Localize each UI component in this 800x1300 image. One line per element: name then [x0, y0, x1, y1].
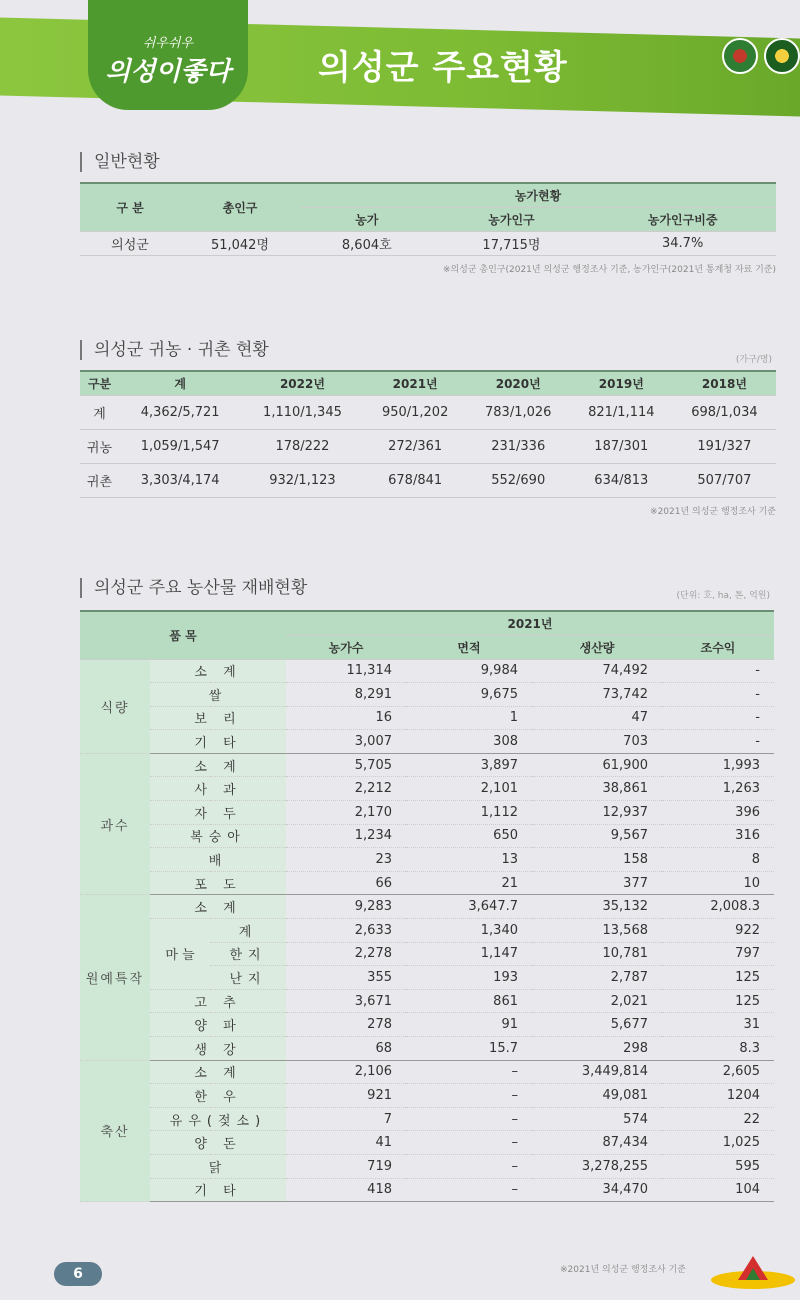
- table-cell: 278: [286, 1013, 406, 1037]
- col-header-group: 농가현황: [300, 183, 776, 207]
- table-cell: 31: [662, 1013, 774, 1037]
- table-cell: 3,007: [286, 730, 406, 754]
- table-cell: 187/301: [570, 429, 673, 463]
- table-row: [80, 1060, 774, 1084]
- table-cell: 귀농: [80, 429, 119, 463]
- item-cell: 난지: [210, 966, 286, 990]
- table-row: [80, 395, 776, 429]
- table-cell: 595: [662, 1154, 774, 1178]
- table-cell: 2,101: [406, 777, 532, 801]
- table-cell: 921: [286, 1084, 406, 1108]
- table-cell: 125: [662, 989, 774, 1013]
- table-cell: 2,787: [532, 966, 662, 990]
- table-row: [80, 1131, 774, 1155]
- col-header: 농가인구비중: [589, 207, 776, 231]
- table-cell: 11,314: [286, 659, 406, 683]
- table-row: [80, 231, 776, 255]
- table-cell: -: [662, 706, 774, 730]
- table-cell: –: [406, 1107, 532, 1131]
- col-header: 2018년: [673, 371, 776, 395]
- col-header: 농가수: [286, 635, 406, 659]
- table-row: [80, 824, 774, 848]
- table-cell: 61,900: [532, 753, 662, 777]
- table-cell: 68: [286, 1037, 406, 1061]
- item-cell: 고 추: [150, 989, 286, 1013]
- table-cell: 9,567: [532, 824, 662, 848]
- note: ※2021년 의성군 행정조사 기준: [560, 1265, 686, 1275]
- table-cell: 5,677: [532, 1013, 662, 1037]
- page-title: 의성군 주요현황: [318, 48, 568, 88]
- emblem-icon: [722, 38, 758, 74]
- item-cell: 사 과: [150, 777, 286, 801]
- unit-label: (단위: 호, ha, 톤, 억원): [676, 591, 770, 601]
- table-cell: 13: [406, 848, 532, 872]
- table-cell: 783/1,026: [467, 395, 570, 429]
- table-cell: 821/1,114: [570, 395, 673, 429]
- col-header: 2020년: [467, 371, 570, 395]
- table-cell: 678/841: [364, 463, 467, 497]
- table-cell: 2,170: [286, 801, 406, 825]
- table-row: [80, 1178, 774, 1202]
- item-cell: 기 타: [150, 730, 286, 754]
- table-cell: 23: [286, 848, 406, 872]
- table-cell: 10,781: [532, 942, 662, 966]
- table-cell: 21: [406, 871, 532, 895]
- item-cell: 포 도: [150, 871, 286, 895]
- table-cell: 2,008.3: [662, 895, 774, 919]
- emblem-icon: [764, 38, 800, 74]
- table-cell: 719: [286, 1154, 406, 1178]
- item-cell: 양 파: [150, 1013, 286, 1037]
- table-cell: 47: [532, 706, 662, 730]
- table-cell: 1,025: [662, 1131, 774, 1155]
- col-header: 총인구: [180, 183, 300, 231]
- table-cell: 298: [532, 1037, 662, 1061]
- table-cell: 1,110/1,345: [241, 395, 363, 429]
- col-header: 농가인구: [434, 207, 590, 231]
- item-cell: 쌀: [150, 683, 286, 707]
- section-title: 의성군 귀농 · 귀촌 현황: [80, 340, 776, 360]
- table-cell: 2,106: [286, 1060, 406, 1084]
- col-header: 품 목: [80, 611, 286, 659]
- logo-small-text: 쉬우쉬우: [142, 36, 194, 51]
- table-cell: –: [406, 1178, 532, 1202]
- table-cell: 13,568: [532, 919, 662, 943]
- table-cell: 9,675: [406, 683, 532, 707]
- category-cell: 과수: [80, 753, 150, 895]
- table-cell: –: [406, 1131, 532, 1155]
- table-row: [80, 801, 774, 825]
- table-cell: 3,671: [286, 989, 406, 1013]
- table-cell: 158: [532, 848, 662, 872]
- item-cell: 닭: [150, 1154, 286, 1178]
- table-cell: 22: [662, 1107, 774, 1131]
- table-cell: 4,362/5,721: [119, 395, 241, 429]
- table-cell: 650: [406, 824, 532, 848]
- table-cell: 1,263: [662, 777, 774, 801]
- col-header: 2022년: [241, 371, 363, 395]
- table-cell: 3,897: [406, 753, 532, 777]
- table-cell: 8,604호: [300, 231, 434, 255]
- general-table: [80, 182, 776, 256]
- table-cell: 귀촌: [80, 463, 119, 497]
- header-row: [80, 371, 776, 395]
- item-cell: 소 계: [150, 753, 286, 777]
- table-cell: 17,715명: [434, 231, 590, 255]
- table-cell: 574: [532, 1107, 662, 1131]
- item-cell: 소 계: [150, 659, 286, 683]
- table-cell: 8: [662, 848, 774, 872]
- logo-text: 의성이좋다: [105, 57, 231, 87]
- table-cell: -: [662, 659, 774, 683]
- table-cell: 2,605: [662, 1060, 774, 1084]
- item-cell: 복숭아: [150, 824, 286, 848]
- table-row: [80, 895, 774, 919]
- table-cell: 377: [532, 871, 662, 895]
- table-cell: 계: [80, 395, 119, 429]
- col-header: 조수익: [662, 635, 774, 659]
- returns-table: [80, 370, 776, 498]
- col-header: 면적: [406, 635, 532, 659]
- table-row: [80, 871, 774, 895]
- item-cell: 양 돈: [150, 1131, 286, 1155]
- item-cell: 기 타: [150, 1178, 286, 1202]
- item-cell: 한 우: [150, 1084, 286, 1108]
- table-cell: 34,470: [532, 1178, 662, 1202]
- table-row: [80, 753, 774, 777]
- table-cell: 8,291: [286, 683, 406, 707]
- table-cell: 2,278: [286, 942, 406, 966]
- table-cell: 3,278,255: [532, 1154, 662, 1178]
- note: ※의성군 총인구(2021년 의성군 행정조사 기준, 농가인구(2021년 통계청 자료 기준): [442, 264, 776, 275]
- table-cell: 193: [406, 966, 532, 990]
- table-cell: 634/813: [570, 463, 673, 497]
- unit-label: (가구/명): [735, 355, 772, 365]
- table-row: [80, 1013, 774, 1037]
- crops-table: [80, 610, 774, 1202]
- table-cell: 34.7%: [589, 231, 776, 255]
- table-cell: –: [406, 1084, 532, 1108]
- table-row: [80, 683, 774, 707]
- table-cell: 9,283: [286, 895, 406, 919]
- table-cell: 35,132: [532, 895, 662, 919]
- table-cell: -: [662, 683, 774, 707]
- table-cell: 272/361: [364, 429, 467, 463]
- table-cell: 74,492: [532, 659, 662, 683]
- col-header: 2021년: [364, 371, 467, 395]
- item-cell: 생 강: [150, 1037, 286, 1061]
- category-cell: 식량: [80, 659, 150, 753]
- table-cell: 2,021: [532, 989, 662, 1013]
- logo: [88, 0, 248, 110]
- col-header: 구 분: [80, 183, 180, 231]
- table-cell: -: [662, 730, 774, 754]
- table-cell: 7: [286, 1107, 406, 1131]
- table-row: [80, 730, 774, 754]
- table-cell: 10: [662, 871, 774, 895]
- table-cell: 316: [662, 824, 774, 848]
- table-cell: –: [406, 1154, 532, 1178]
- table-cell: 8.3: [662, 1037, 774, 1061]
- table-cell: 396: [662, 801, 774, 825]
- table-cell: 2,633: [286, 919, 406, 943]
- table-cell: 3,449,814: [532, 1060, 662, 1084]
- table-row: [80, 777, 774, 801]
- table-cell: 3,647.7: [406, 895, 532, 919]
- table-cell: 2,212: [286, 777, 406, 801]
- page-number: 6: [54, 1262, 102, 1286]
- table-cell: 73,742: [532, 683, 662, 707]
- table-row: [80, 706, 774, 730]
- col-header: 구분: [80, 371, 119, 395]
- crops-section: [80, 578, 774, 1202]
- col-header: 생산량: [532, 635, 662, 659]
- table-cell: 703: [532, 730, 662, 754]
- item-cell: 배: [150, 848, 286, 872]
- table-cell: 797: [662, 942, 774, 966]
- table-cell: 51,042명: [180, 231, 300, 255]
- general-section: [80, 152, 776, 275]
- table-cell: 1,059/1,547: [119, 429, 241, 463]
- table-cell: 1,147: [406, 942, 532, 966]
- table-cell: 191/327: [673, 429, 776, 463]
- item-cell: 소 계: [150, 895, 286, 919]
- table-cell: 87,434: [532, 1131, 662, 1155]
- table-row: [80, 989, 774, 1013]
- table-cell: 355: [286, 966, 406, 990]
- table-cell: 922: [662, 919, 774, 943]
- table-cell: 231/336: [467, 429, 570, 463]
- col-header: 계: [119, 371, 241, 395]
- mascot-icon: [708, 1250, 798, 1290]
- table-cell: 5,705: [286, 753, 406, 777]
- table-cell: 178/222: [241, 429, 363, 463]
- col-header: 농가: [300, 207, 434, 231]
- table-row: [80, 659, 774, 683]
- category-cell: 원예특작: [80, 895, 150, 1060]
- table-cell: 308: [406, 730, 532, 754]
- category-cell: 축산: [80, 1060, 150, 1202]
- table-cell: 698/1,034: [673, 395, 776, 429]
- table-row: [80, 1037, 774, 1061]
- table-cell: 의성군: [80, 231, 180, 255]
- table-cell: 9,984: [406, 659, 532, 683]
- table-cell: 418: [286, 1178, 406, 1202]
- item-cell: 한지: [210, 942, 286, 966]
- item-cell: 소 계: [150, 1060, 286, 1084]
- table-cell: 950/1,202: [364, 395, 467, 429]
- table-cell: 861: [406, 989, 532, 1013]
- table-row: [80, 919, 774, 943]
- table-row: [80, 1154, 774, 1178]
- table-cell: 66: [286, 871, 406, 895]
- table-cell: 16: [286, 706, 406, 730]
- table-cell: –: [406, 1060, 532, 1084]
- table-cell: 1,234: [286, 824, 406, 848]
- table-cell: 38,861: [532, 777, 662, 801]
- table-cell: 3,303/4,174: [119, 463, 241, 497]
- table-row: [80, 429, 776, 463]
- table-row: [80, 463, 776, 497]
- table-row: [80, 1084, 774, 1108]
- section-title: 의성군 주요 농산물 재배현황: [80, 578, 774, 598]
- table-cell: 125: [662, 966, 774, 990]
- col-header-group: 2021년: [286, 611, 774, 635]
- subcategory-cell: 마 늘: [150, 919, 210, 990]
- table-cell: 1: [406, 706, 532, 730]
- table-cell: 49,081: [532, 1084, 662, 1108]
- table-cell: 12,937: [532, 801, 662, 825]
- table-cell: 41: [286, 1131, 406, 1155]
- table-cell: 1204: [662, 1084, 774, 1108]
- item-cell: 계: [210, 919, 286, 943]
- table-cell: 507/707: [673, 463, 776, 497]
- item-cell: 자 두: [150, 801, 286, 825]
- table-cell: 91: [406, 1013, 532, 1037]
- table-row: [80, 848, 774, 872]
- table-cell: 932/1,123: [241, 463, 363, 497]
- item-cell: 유우(젖소): [150, 1107, 286, 1131]
- table-cell: 15.7: [406, 1037, 532, 1061]
- table-cell: 1,340: [406, 919, 532, 943]
- item-cell: 보 리: [150, 706, 286, 730]
- table-cell: 1,993: [662, 753, 774, 777]
- table-row: [80, 1107, 774, 1131]
- col-header: 2019년: [570, 371, 673, 395]
- note: ※2021년 의성군 행정조사 기준: [650, 506, 776, 517]
- returns-section: [80, 340, 776, 517]
- table-cell: 1,112: [406, 801, 532, 825]
- table-cell: 552/690: [467, 463, 570, 497]
- table-cell: 104: [662, 1178, 774, 1202]
- section-title: 일반현황: [80, 152, 776, 172]
